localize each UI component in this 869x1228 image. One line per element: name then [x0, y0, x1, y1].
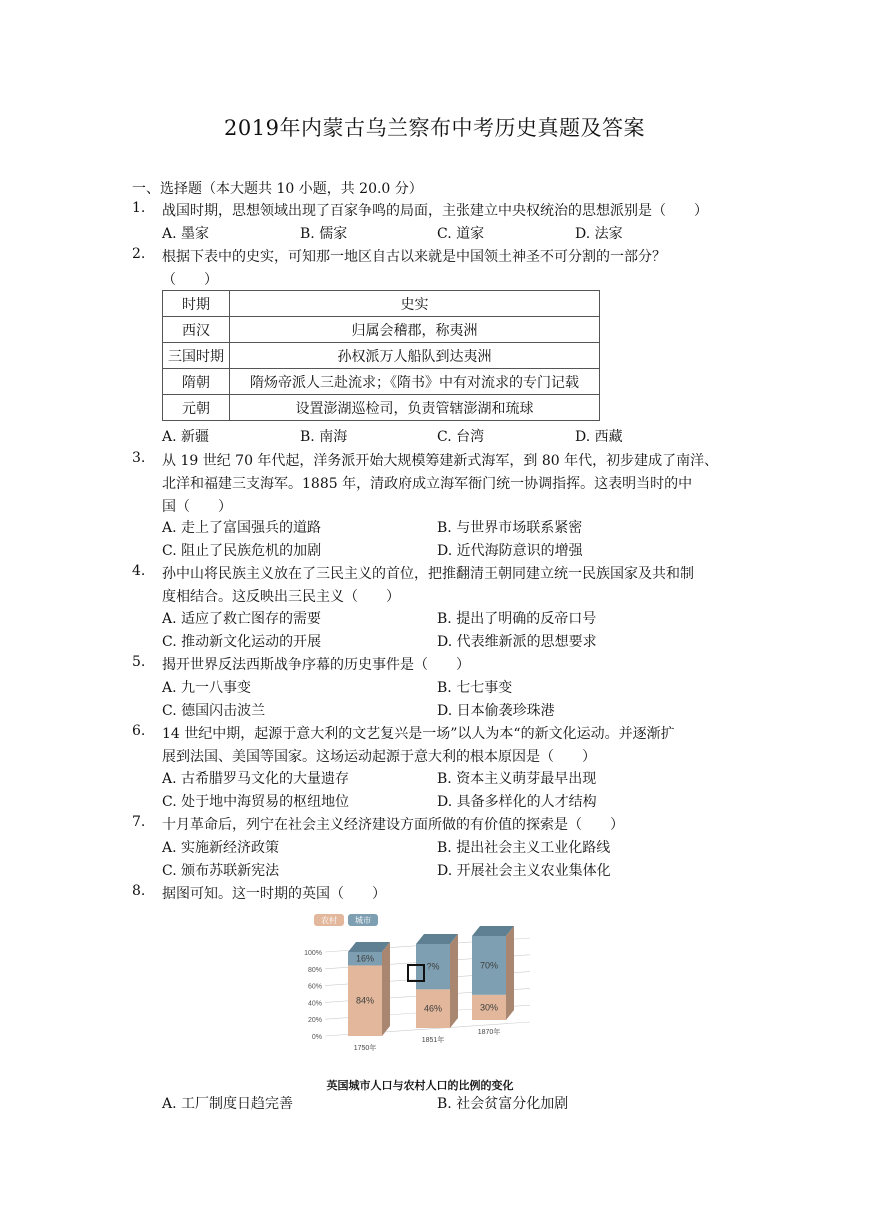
y-tick-label: 0%: [311, 1034, 322, 1041]
table-cell: 元朝: [163, 395, 230, 421]
table-row: [163, 369, 600, 395]
question-number: 6.: [132, 723, 146, 739]
section-title: 一、选择题（本大题共 10 小题，共 20.0 分）: [132, 181, 423, 197]
x-tick-label: 1870年: [477, 1029, 501, 1036]
y-tick-label: 20%: [307, 1017, 322, 1025]
stem-line: 从 19 世纪 70 年代起，洋务派开始大规模筹建新式海军，到 80 年代，初步建成了南洋、: [162, 453, 719, 469]
question-number: 1.: [132, 200, 146, 216]
stem-line: 孙中山将民族主义放在了三民主义的首位，把推翻清王朝同建立统一民族国家及共和制: [162, 566, 694, 582]
option-c: C. 颁布苏联新宪法: [162, 863, 280, 879]
question-2: [132, 246, 742, 292]
table-cell: 孙权派万人船队到达夷洲: [230, 343, 600, 369]
table-row: [163, 343, 600, 369]
stem-line: 十月革命后，列宁在社会主义经济建设方面所做的有价值的探索是（ ）: [162, 817, 624, 833]
stem-line: （ ）: [162, 272, 218, 288]
question-stem: [162, 563, 742, 609]
option-c: C. 阻止了民族危机的加剧: [162, 543, 322, 559]
option-a: A. 走上了富国强兵的道路: [162, 520, 322, 536]
question-stem: [162, 450, 742, 519]
table-row: [163, 395, 600, 421]
stem-line: 度相结合。这反映出三民主义（ ）: [162, 589, 400, 605]
table-row: [163, 317, 600, 343]
y-tick-label: 40%: [307, 1000, 322, 1008]
option-a: A. 新疆: [162, 429, 210, 445]
option-a: A. 九一八事变: [162, 680, 252, 696]
question-stem: [162, 883, 742, 906]
option-b: B. 儒家: [300, 226, 348, 242]
option-d: D. 西藏: [575, 429, 623, 445]
option-a: A. 适应了救亡图存的需要: [162, 611, 322, 627]
option-d: D. 法家: [575, 226, 623, 242]
data-label-urban: 70%: [479, 960, 499, 971]
legend-label-urban: 城市: [355, 916, 371, 925]
question-stem: [162, 246, 742, 292]
table-cell: 隋朝: [163, 369, 230, 395]
stem-line: 根据下表中的史实，可知那一地区自古以来就是中国领土神圣不可分割的一部分？: [162, 249, 666, 265]
y-tick-label: 60%: [307, 983, 322, 991]
history-table: [162, 290, 600, 421]
stem-line: 国（ ）: [162, 499, 232, 515]
population-chart: [300, 908, 540, 1094]
x-tick-label: 1851年: [421, 1037, 445, 1044]
table-header-row: [163, 291, 600, 317]
option-b: B. 七七事变: [437, 680, 513, 696]
option-a: A. 墨家: [162, 226, 210, 242]
data-label-rural: 84%: [355, 995, 375, 1006]
question-stem: [162, 723, 742, 769]
option-b: B. 提出了明确的反帝口号: [437, 611, 597, 627]
option-a: A. 古希腊罗马文化的大量遗存: [162, 771, 350, 787]
option-d: D. 代表维新派的思想要求: [437, 634, 597, 650]
table-header: 时期: [163, 291, 230, 317]
data-label-rural: 46%: [423, 1003, 443, 1014]
x-tick-label: 1750年: [353, 1045, 377, 1052]
stem-line: 展到法国、美国等国家。这场运动起源于意大利的根本原因是（ ）: [162, 749, 596, 765]
question-stem: [162, 200, 742, 223]
option-c: C. 道家: [437, 226, 485, 242]
question-number: 5.: [132, 654, 146, 670]
table-cell: 西汉: [163, 317, 230, 343]
bar-side-face: [506, 926, 514, 1020]
table-cell: 归属会稽郡，称夷洲: [230, 317, 600, 343]
y-tick-label: 100%: [304, 950, 322, 957]
question-5: [132, 654, 742, 677]
question-4: [132, 563, 742, 609]
question-stem: [162, 814, 742, 837]
bar-side-face: [450, 934, 458, 1028]
bars: [348, 926, 514, 1052]
question-6: [132, 723, 742, 769]
option-d: D. 日本偷袭珍珠港: [437, 703, 555, 719]
option-c: C. 台湾: [437, 429, 485, 445]
option-b: B. 提出社会主义工业化路线: [437, 840, 611, 856]
data-label-urban: 16%: [355, 953, 375, 964]
option-c: C. 推动新文化运动的开展: [162, 634, 322, 650]
stem-line: 据图可知。这一时期的英国（ ）: [162, 886, 386, 902]
option-b: B. 资本主义萌芽最早出现: [437, 771, 597, 787]
table-cell: 设置澎湖巡检司，负责管辖澎湖和琉球: [230, 395, 600, 421]
question-number: 8.: [132, 883, 146, 899]
option-a: A. 实施新经济政策: [162, 840, 280, 856]
table-header: 史实: [230, 291, 600, 317]
option-c: C. 处于地中海贸易的枢纽地位: [162, 794, 350, 810]
question-number: 7.: [132, 814, 146, 830]
question-1: [132, 200, 742, 223]
question-7: [132, 814, 742, 837]
question-number: 3.: [132, 450, 146, 466]
question-number: 2.: [132, 246, 146, 262]
question-3: [132, 450, 742, 519]
question-8: [132, 883, 742, 906]
option-b: B. 社会贫富分化加剧: [437, 1096, 569, 1112]
option-d: D. 具备多样化的人才结构: [437, 794, 597, 810]
option-b: B. 与世界市场联系紧密: [437, 520, 583, 536]
option-c: C. 德国闪击波兰: [162, 703, 266, 719]
option-b: B. 南海: [300, 429, 348, 445]
legend-label-rural: 农村: [321, 916, 337, 925]
figure-caption: 英国城市人口与农村人口的比例的变化: [326, 1079, 514, 1092]
question-stem: [162, 654, 742, 677]
stem-line: 14 世纪中期，起源于意大利的文艺复兴是一场”以人为本“的新文化运动。并逐渐扩: [162, 726, 675, 742]
table-cell: 隋炀帝派人三赴流求；《隋书》中有对流求的专门记载: [230, 369, 600, 395]
stem-line: 战国时期，思想领域出现了百家争鸣的局面，主张建立中央权统治的思想派别是（ ）: [162, 203, 708, 219]
stem-line: 揭开世界反法西斯战争序幕的历史事件是（ ）: [162, 657, 470, 673]
option-d: D. 近代海防意识的增强: [437, 543, 583, 559]
y-tick-label: 80%: [307, 966, 322, 974]
data-label-rural: 30%: [479, 1002, 499, 1013]
page-title: 2019年内蒙古乌兰察布中考历史真题及答案: [224, 116, 645, 140]
bar-side-face: [382, 942, 390, 1036]
question-number: 4.: [132, 563, 146, 579]
data-label-urban: ?%: [426, 961, 440, 972]
stem-line: 北洋和福建三支海军。1885 年，清政府成立海军衙门统一协调指挥。这表明当时的中: [162, 476, 693, 492]
option-d: D. 开展社会主义农业集体化: [437, 863, 611, 879]
option-a: A. 工厂制度日趋完善: [162, 1096, 294, 1112]
table-cell: 三国时期: [163, 343, 230, 369]
